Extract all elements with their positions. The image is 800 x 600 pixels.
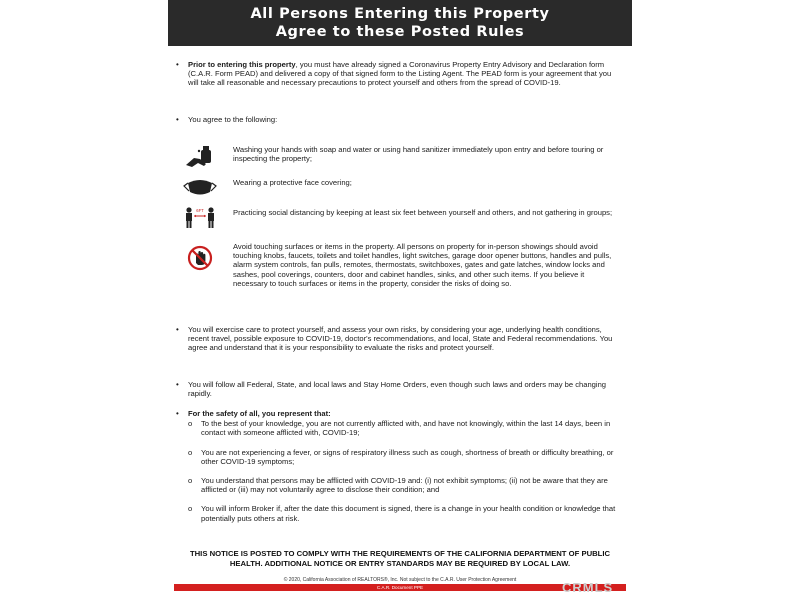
distance-label: 6FT [196, 208, 204, 213]
care-paragraph [176, 325, 622, 353]
circle-marker: o [188, 419, 193, 429]
represent-heading: For the safety of all, you represent that: [188, 409, 331, 418]
legal-notice: THIS NOTICE IS POSTED TO COMPLY WITH THE REQUIREMENTS OF THE CALIFORNIA DEPARTMENT OF PUBLIC HEALTH. ADDITIONAL NOTICE OR ENTRY STANDARDS MAY BE REQUIRED BY LOCAL LAW. [189, 549, 611, 568]
circle-marker: o [188, 447, 193, 457]
crmls-watermark: CRMLS [562, 580, 614, 595]
representations-section [176, 409, 622, 529]
list-item [188, 476, 622, 494]
face-mask-icon [182, 175, 218, 201]
care-text: You will exercise care to protect yourself, and assess your own risks, by considering your age, underlying health conditions, recent travel, possible exposure to COVID-19, doctor's recommendations, and local, State and Federal recommendations. You agree and understand that it is your responsibility to evaluate the risks and protect yourself. [188, 325, 613, 353]
social-distancing-icon [182, 204, 218, 230]
banner-title-line-1: All Persons Entering this Property [250, 6, 550, 22]
circle-marker: o [188, 476, 193, 486]
list-item [188, 419, 622, 437]
laws-paragraph [176, 380, 622, 398]
intro-bold-lead: Prior to entering this property [188, 60, 296, 69]
hand-washing-icon [182, 145, 218, 171]
represent-item-text: To the best of your knowledge, you are not currently afflicted with, and have not knowingly, within the last 14 days, been in contact with someone afflicted with, COVID-19; [201, 419, 611, 438]
title-banner [168, 0, 632, 46]
copyright-footer: © 2020, California Association of REALTORS®, Inc. Not subject to the C.A.R. User Protection Agreement [283, 577, 517, 583]
list-item [188, 448, 622, 466]
represent-item-text: You will inform Broker if, after the date this document is signed, there is a change in your health condition or knowledge that potentially puts others at risk. [201, 504, 616, 523]
posted-rules-document [168, 0, 632, 600]
bullet-dot: • [176, 325, 179, 334]
intro-paragraph [176, 60, 622, 88]
agree-heading-text: You agree to the following: [188, 115, 278, 124]
represent-list [188, 419, 622, 523]
no-touch-icon [182, 244, 218, 270]
bullet-dot: • [176, 60, 179, 69]
agree-heading [176, 115, 622, 124]
banner-title-line-2: Agree to these Posted Rules [275, 24, 525, 40]
bullet-dot: • [176, 380, 179, 389]
bullet-dot: • [176, 409, 179, 418]
rule-text: Washing your hands with soap and water or using hand sanitizer immediately upon entry and before touring or inspecting the property; [233, 145, 604, 164]
form-code-bar: C.A.R. Document PPE [174, 584, 626, 591]
represent-item-text: You understand that persons may be afflicted with COVID-19 and: (i) not exhibit symptoms; (ii) not be aware that they are afflicted or (iii) may not voluntarily agree to disclose their condition; and [201, 476, 608, 495]
rule-text: Wearing a protective face covering; [233, 178, 352, 187]
rule-text: Practicing social distancing by keeping at least six feet between yourself and others, and not gathering in groups; [233, 208, 613, 217]
bullet-dot: • [176, 115, 179, 124]
list-item [188, 504, 622, 522]
circle-marker: o [188, 504, 193, 514]
represent-item-text: You are not experiencing a fever, or signs of respiratory illness such as cough, shortness of breath or difficulty breathing, or other COVID-19 symptoms; [201, 447, 614, 466]
laws-text: You will follow all Federal, State, and local laws and Stay Home Orders, even though such laws and orders may be changing rapidly. [188, 380, 607, 399]
rule-text: Avoid touching surfaces or items in the property. All persons on property for in-person showings should avoid touching knobs, faucets, toilets and toilet handles, light switches, garage door opener buttons, handles and pulls, alarm system controls, fan pulls, remotes, thermostats, switchboxes, gates and gate latches, window locks and sashes, pool coverings, counters, door and cabinet handles, sinks, and other such items. If you believe it necessary to touch surfaces or items in the property, consider the risks of doing so. [233, 242, 612, 288]
intro-text: , you must have already signed a Coronavirus Property Entry Advisory and Declaration form (C.A.R. Form PEAD) and delivered a copy of that signed form to the Listing Agent. The PEAD form is your agreement that you will take all reasonable and necessary precautions to protect yourself and others from the spread of COVID-19. [188, 60, 612, 88]
